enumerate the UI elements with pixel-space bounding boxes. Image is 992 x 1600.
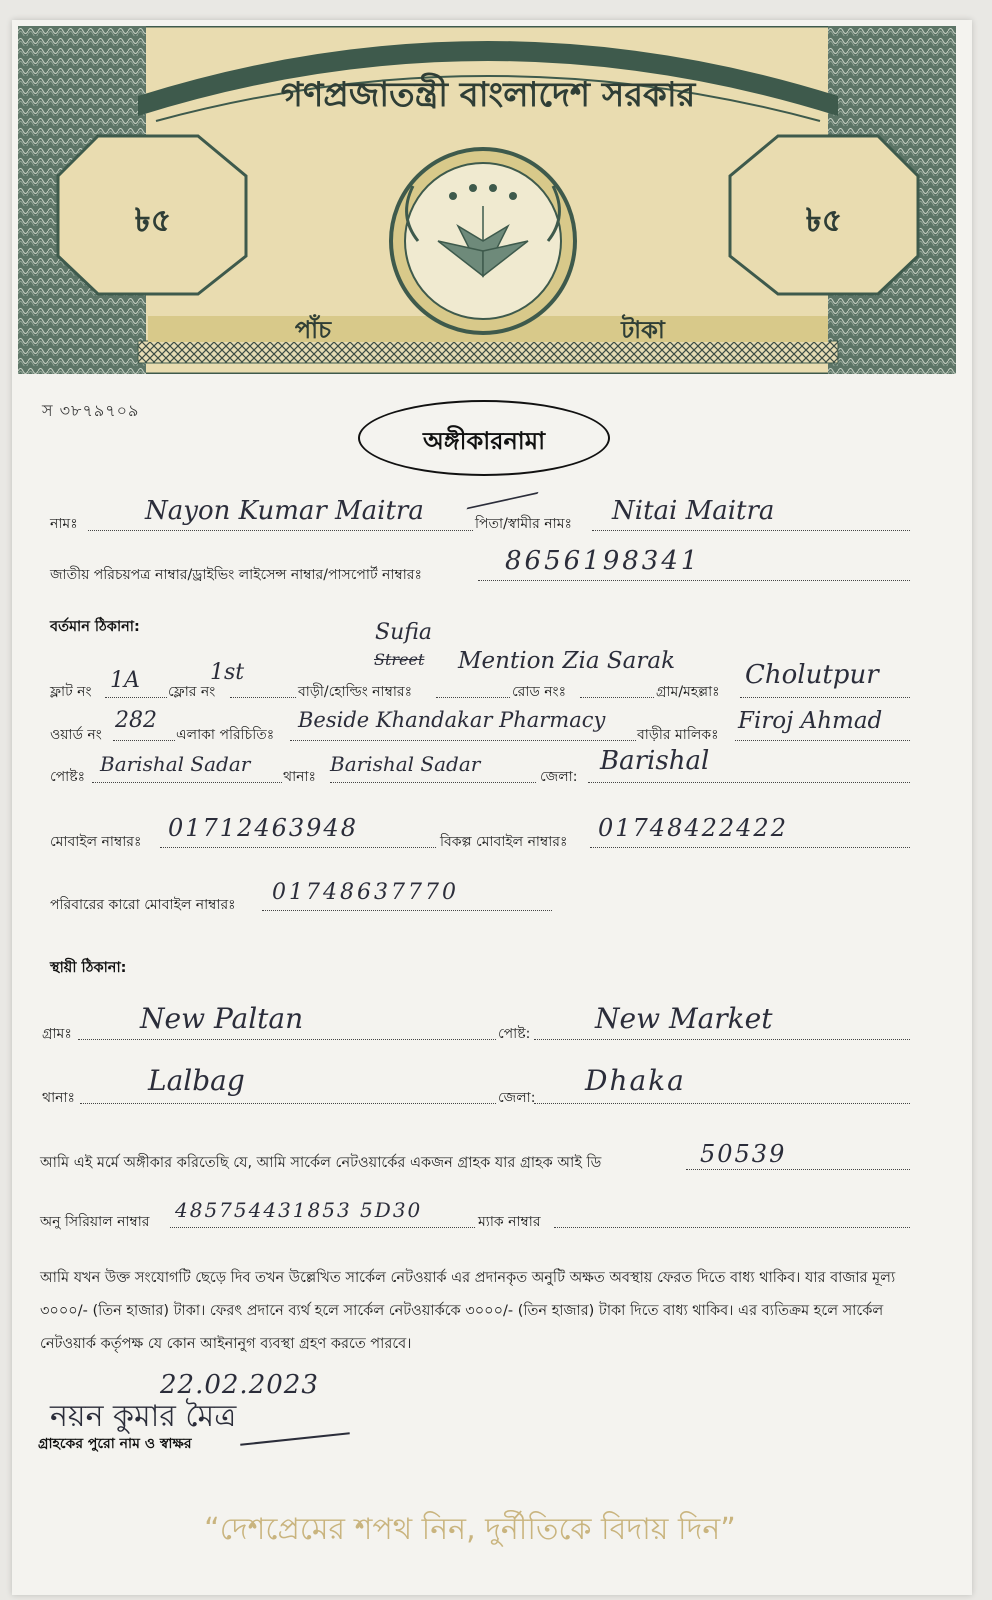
father-line	[592, 530, 910, 531]
document-title: অঙ্গীকারনামা	[422, 427, 546, 455]
village-label: গ্রাম/মহল্লাঃ	[656, 684, 720, 700]
mac-line	[554, 1227, 910, 1228]
road-line	[580, 697, 654, 698]
stamp-word-right: টাকা	[621, 316, 665, 344]
flat-line	[105, 697, 167, 698]
owner-label: বাড়ীর মালিকঃ	[637, 727, 719, 743]
ward-label: ওয়ার্ড নং	[50, 727, 102, 743]
family-mobile-line	[262, 910, 552, 911]
nid-line	[478, 580, 910, 581]
district-label: জেলা:	[540, 769, 578, 785]
customer-signature: নয়ন কুমার মৈত্র	[50, 1399, 237, 1434]
alt-mobile-label: বিকল্প মোবাইল নাম্বারঃ	[440, 834, 568, 850]
declaration-paragraph: আমি যখন উক্ত সংযোগটি ছেড়ে দিব তখন উল্লেখিত সার্কেল নেটওয়ার্ক এর প্রদানকৃত অনুটি অক্ষত অবস্থায় ফেরত দিতে বাধ্য থাকিব। যার বাজার মূল্য ৩০০০/- (তিন হাজার) টাকা। ফেরৎ প্রদানে ব্যর্থ হলে সার্কেল নেটওয়ার্ককে ৩০০০/- (তিন হাজার) টাকা দিতে বাধ্য থাকিব। এর ব্যতিক্রম হলে সার্কেল নেটওয়ার্ক কর্তৃপক্ষ যে কোন আইনানুগ ব্যবস্থা গ্রহণ করতে পারবে।	[40, 1270, 896, 1352]
flat-label: ফ্লাট নং	[50, 684, 92, 700]
revenue-stamp	[18, 26, 956, 374]
flat-value: 1A	[110, 668, 140, 693]
village-line	[740, 697, 910, 698]
permanent-address-heading: স্থায়ী ঠিকানা:	[50, 960, 127, 976]
area-label: এলাকা পরিচিতিঃ	[176, 727, 275, 743]
house-above-text: Sufia	[375, 620, 433, 645]
perm-thana-label: থানাঃ	[42, 1090, 76, 1106]
ward-value: 282	[115, 708, 157, 733]
alt-mobile-line	[590, 847, 910, 848]
stamp-value-left: ৳৫	[134, 201, 172, 239]
perm-post-value: New Market	[595, 1002, 773, 1035]
owner-line	[735, 740, 910, 741]
floor-line	[230, 697, 296, 698]
present-address-heading: বর্তমান ঠিকানা:	[50, 619, 140, 635]
perm-district-label: জেলা:	[498, 1090, 536, 1106]
name-line	[88, 530, 473, 531]
family-mobile-value: 01748637770	[272, 880, 459, 905]
perm-post-line	[534, 1039, 910, 1040]
mac-label: ম্যাক নাম্বার	[478, 1214, 541, 1230]
post-line	[92, 782, 282, 783]
area-value: Beside Khandakar Pharmacy	[298, 708, 606, 732]
stamp-header-text: গণপ্রজাতন্ত্রী বাংলাদেশ সরকার	[280, 75, 696, 115]
stamp-word-left: পাঁচ	[294, 316, 332, 344]
alt-mobile-value: 01748422422	[598, 814, 788, 842]
ward-line	[113, 740, 175, 741]
house-struck-text: Street	[374, 650, 425, 669]
floor-value: 1st	[210, 660, 245, 685]
mobile-value: 01712463948	[168, 814, 358, 842]
pledge-text: আমি এই মর্মে অঙ্গীকার করিতেছি যে, আমি সার্কেল নেটওয়ার্কের একজন গ্রাহক যার গ্রাহক আই ডি	[40, 1155, 602, 1171]
perm-district-line	[534, 1103, 910, 1104]
perm-village-value: New Paltan	[140, 1002, 304, 1035]
house-line	[436, 697, 510, 698]
onu-serial-line	[170, 1227, 475, 1228]
family-mobile-label: পরিবারের কারো মোবাইল নাম্বারঃ	[50, 897, 236, 913]
village-value: Cholutpur	[745, 660, 879, 690]
signature-date: 22.02.2023	[160, 1370, 319, 1400]
post-label: পোষ্টঃ	[50, 769, 86, 785]
serial-number: স ৩৮৭৯৭০৯	[42, 401, 140, 420]
floor-label: ফ্লোর নং	[168, 684, 216, 700]
customer-id-line	[686, 1169, 910, 1170]
nid-label: জাতীয় পরিচয়পত্র নাম্বার/ড্রাইভিং লাইসেন্স নাম্বার/পাসপোর্ট নাম্বারঃ	[50, 567, 422, 583]
footer-slogan: “দেশপ্রেমের শপথ নিন, দুর্নীতিকে বিদায় দিন”	[204, 1512, 736, 1547]
father-value: Nitai Maitra	[612, 496, 775, 526]
stamp-value-right: ৳৫	[805, 201, 843, 239]
onu-serial-value: 485754431853 5D30	[175, 1198, 423, 1222]
thana-label: থানাঃ	[283, 769, 317, 785]
area-line	[290, 740, 636, 741]
mobile-label: মোবাইল নাম্বারঃ	[50, 834, 142, 850]
thana-value: Barishal Sadar	[330, 752, 481, 776]
house-label: বাড়ী/হোল্ডিং নাম্বারঃ	[298, 684, 413, 700]
owner-value: Firoj Ahmad	[738, 708, 883, 734]
district-line	[588, 782, 910, 783]
father-label: পিতা/স্বামীর নামঃ	[475, 516, 572, 532]
signature-caption: গ্রাহকের পুরো নাম ও স্বাক্ষর	[38, 1436, 192, 1452]
post-value: Barishal Sadar	[100, 752, 251, 776]
thana-line	[330, 782, 536, 783]
customer-id-value: 50539	[700, 1140, 787, 1168]
district-value: Barishal	[600, 746, 710, 776]
name-value: Nayon Kumar Maitra	[145, 496, 424, 526]
house-value: Mention Zia Sarak	[458, 648, 676, 674]
perm-village-label: গ্রামঃ	[42, 1026, 72, 1042]
road-label: রোড নংঃ	[512, 684, 567, 700]
perm-district-value: Dhaka	[585, 1064, 686, 1097]
perm-thana-line	[80, 1103, 496, 1104]
mobile-line	[160, 847, 436, 848]
perm-thana-value: Lalbag	[148, 1064, 245, 1097]
perm-post-label: পোষ্ট:	[498, 1026, 531, 1042]
name-label: নামঃ	[50, 516, 78, 532]
onu-serial-label: অনু সিরিয়াল নাম্বার	[40, 1214, 150, 1230]
perm-village-line	[78, 1039, 496, 1040]
nid-value: 8656198341	[505, 546, 701, 576]
